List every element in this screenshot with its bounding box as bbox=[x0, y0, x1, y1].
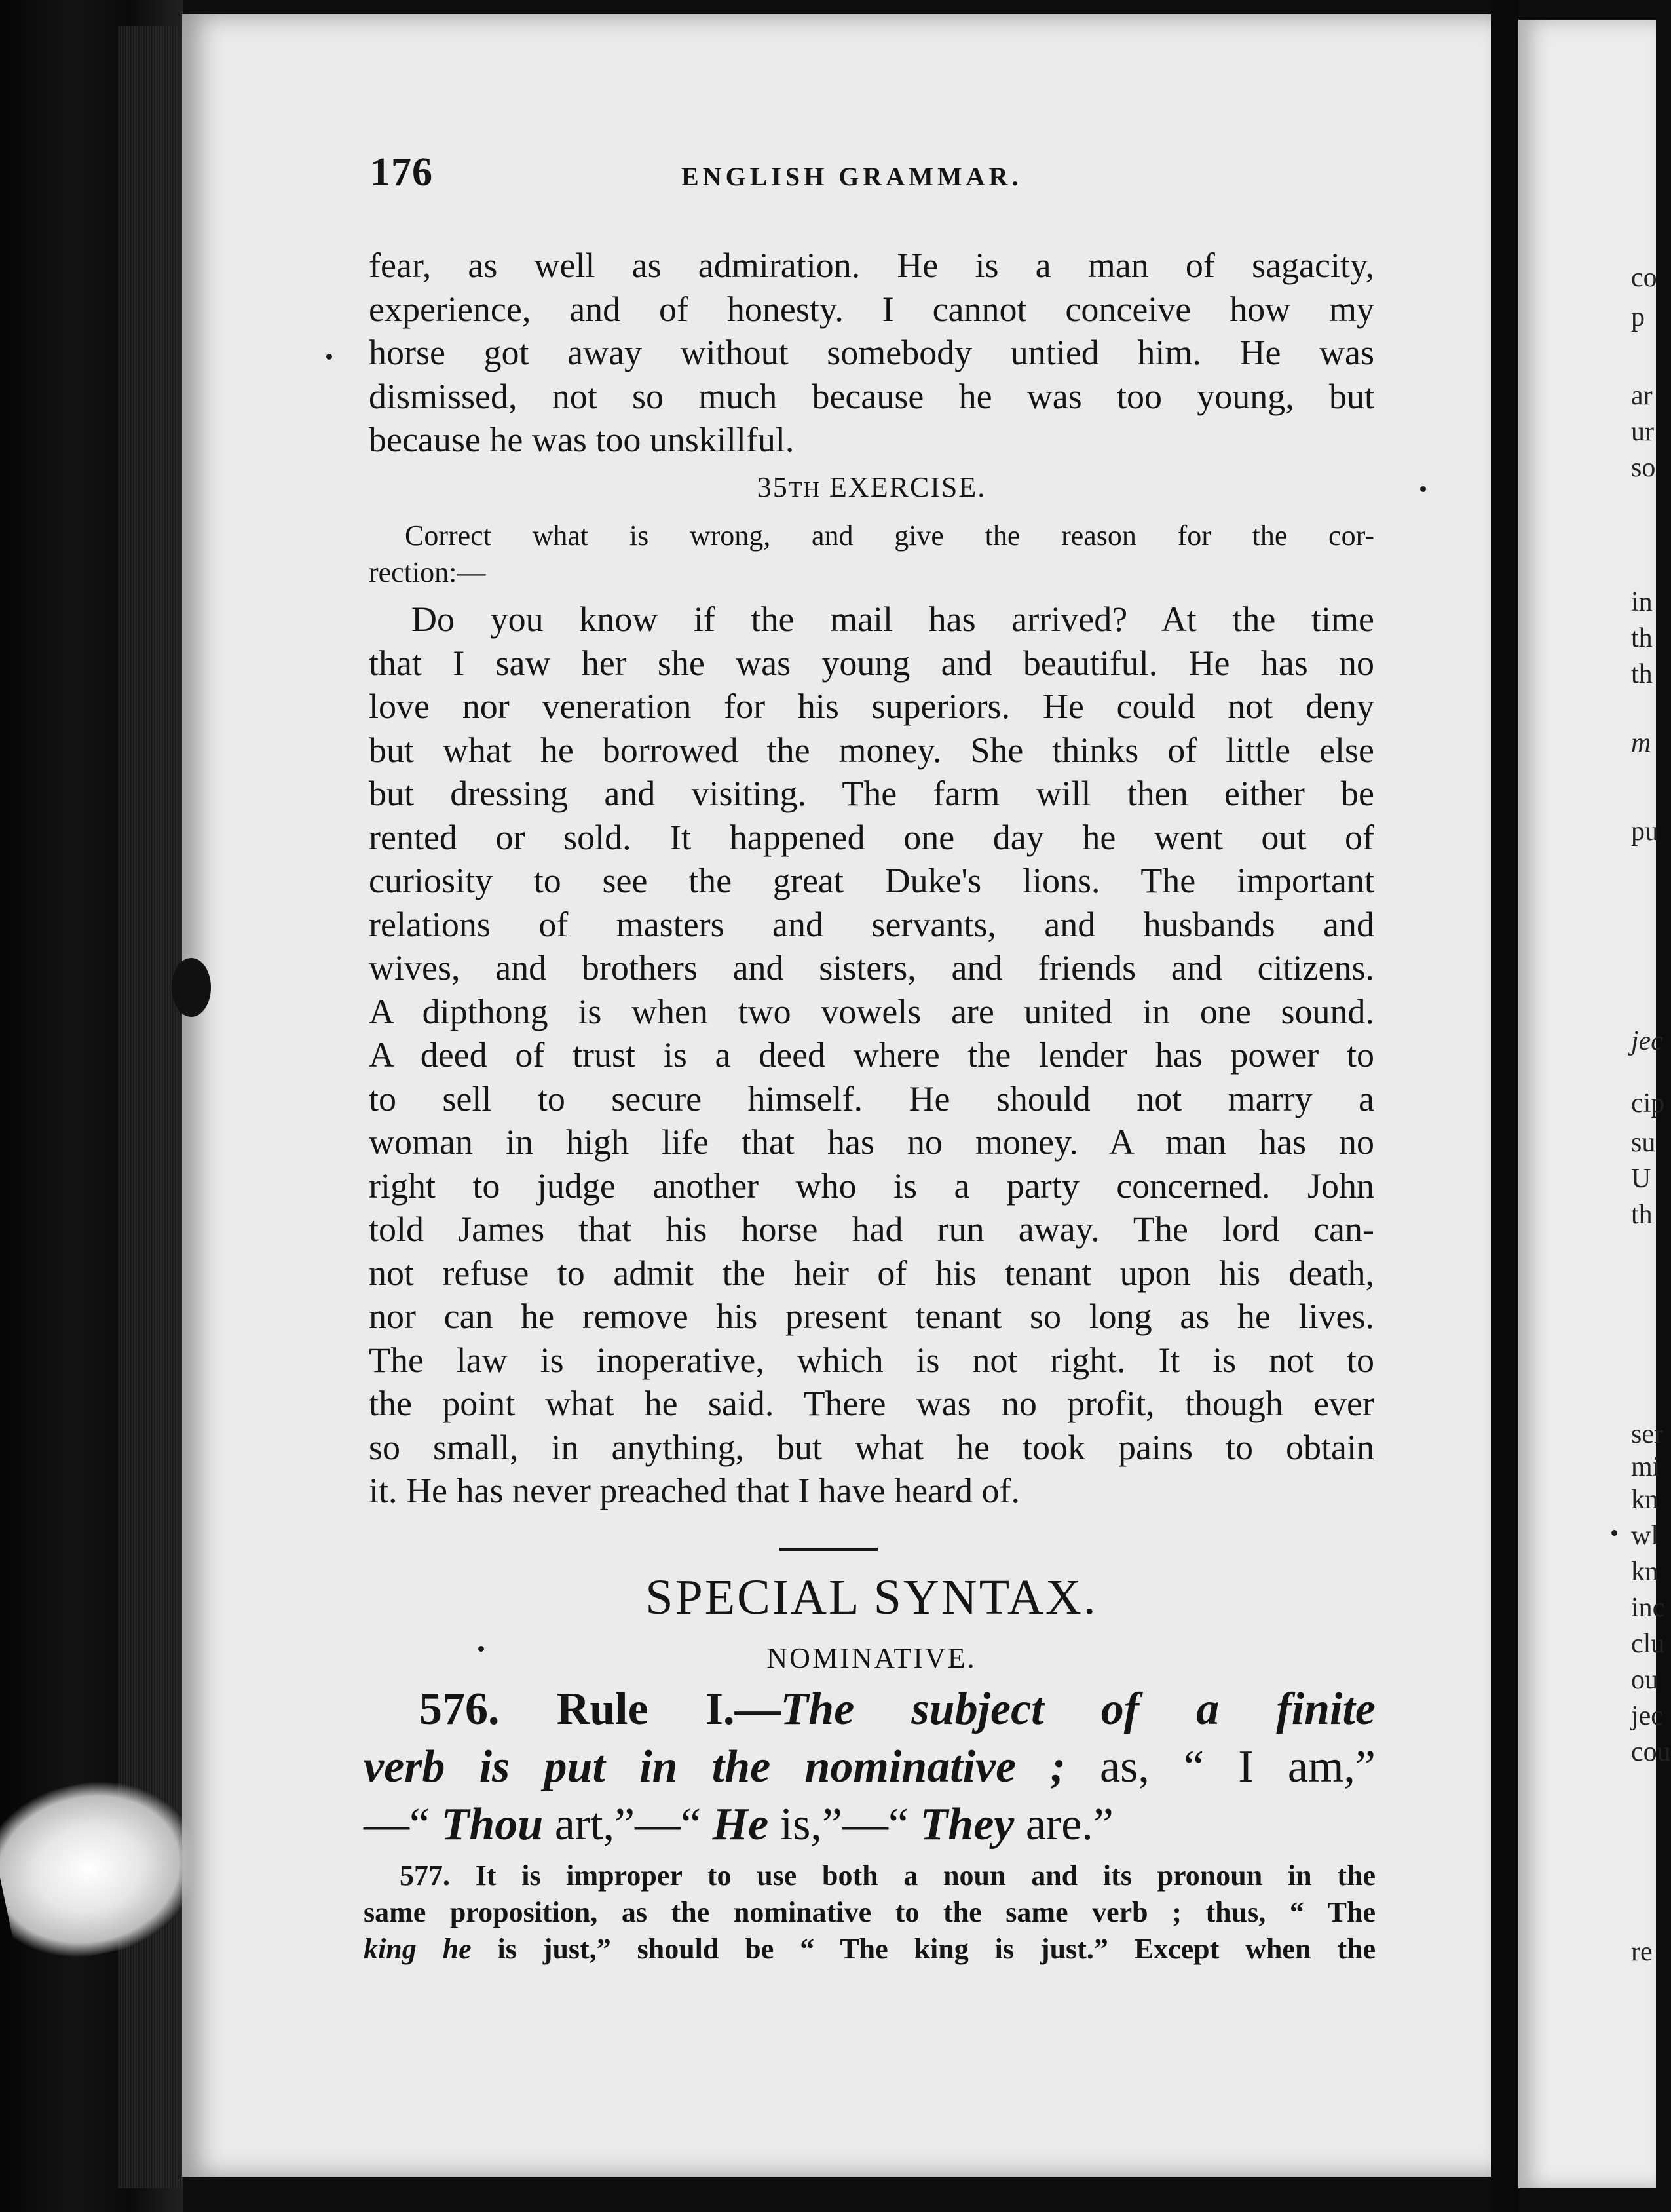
rule-example: —“ bbox=[364, 1799, 441, 1850]
facing-fragment: ar bbox=[1631, 381, 1653, 411]
text-line: A dipthong is when two vowels are united in one sound. bbox=[369, 991, 1374, 1031]
facing-fragment: jec bbox=[1631, 1701, 1663, 1731]
note-line: same proposition, as the nominative to the same verb ; thus, “ The bbox=[364, 1896, 1376, 1928]
facing-fragment: kn bbox=[1631, 1485, 1659, 1515]
exercise-instruction bbox=[369, 518, 1374, 591]
text-line: The law is inoperative, which is not right. It is not to bbox=[369, 1340, 1374, 1380]
exercise-number: 35 bbox=[757, 471, 789, 503]
rule-example: are.” bbox=[1014, 1799, 1114, 1850]
text-line: wives, and brothers and sisters, and friends and citizens. bbox=[369, 948, 1374, 987]
subsection-title: NOMINATIVE. bbox=[766, 1642, 977, 1674]
text-line: so small, in anything, but what he took pains to obtain bbox=[369, 1427, 1374, 1467]
instruction-line: rection:— bbox=[369, 556, 486, 588]
text-line: A deed of trust is a deed where the lender has power to bbox=[369, 1035, 1374, 1075]
speck bbox=[1420, 486, 1426, 492]
text-line: relations of masters and servants, and husbands and bbox=[369, 904, 1374, 944]
rule-example: is,”—“ bbox=[768, 1799, 920, 1850]
text-line: because he was too unskillful. bbox=[369, 420, 795, 459]
note-example: king he bbox=[364, 1933, 472, 1965]
text-line: love nor veneration for his superiors. He could not deny bbox=[369, 687, 1374, 726]
exercise-heading bbox=[369, 470, 1374, 504]
note-paragraph bbox=[364, 1858, 1376, 1968]
note-line bbox=[364, 1931, 1376, 1968]
running-title: ENGLISH GRAMMAR. bbox=[681, 162, 1023, 191]
text-line: right to judge another who is a party concerned. John bbox=[369, 1166, 1374, 1206]
facing-fragment: p bbox=[1631, 302, 1645, 332]
text-line: woman in high life that has no money. A man has no bbox=[369, 1122, 1374, 1162]
facing-fragment: re bbox=[1631, 1937, 1653, 1967]
exercise-paragraph bbox=[369, 598, 1374, 1513]
text-line: nor can he remove his present tenant so long as he lives. bbox=[369, 1297, 1374, 1336]
rule-example: as, “ I am,” bbox=[1065, 1742, 1376, 1792]
section-title: SPECIAL SYNTAX. bbox=[645, 1570, 1098, 1625]
note-line: 577. It is improper to use both a noun and its pronoun in the bbox=[400, 1859, 1376, 1892]
facing-fragment: inc bbox=[1631, 1593, 1665, 1623]
facing-fragment: co bbox=[1631, 263, 1657, 293]
text-line: experience, and of honesty. I cannot conceive how my bbox=[369, 289, 1374, 329]
facing-fragment: m bbox=[1631, 728, 1651, 758]
rule-example-pronoun: He bbox=[712, 1799, 769, 1850]
text-line: curiosity to see the great Duke's lions. The important bbox=[369, 861, 1374, 900]
facing-fragment: kn bbox=[1631, 1557, 1659, 1587]
rule-example-pronoun: Thou bbox=[441, 1799, 544, 1850]
continued-paragraph bbox=[369, 244, 1374, 462]
rule-text: verb is put in the nominative ; bbox=[364, 1742, 1066, 1792]
gutter bbox=[1491, 0, 1518, 2212]
rule-line bbox=[364, 1796, 1376, 1854]
text-line: horse got away without somebody untied him. He was bbox=[369, 333, 1374, 372]
facing-fragment: jec bbox=[1631, 1026, 1663, 1056]
speck bbox=[1611, 1530, 1617, 1536]
facing-fragment: su bbox=[1631, 1128, 1656, 1158]
text-line: it. He has never preached that I have heard of. bbox=[369, 1471, 1021, 1510]
facing-fragment: th bbox=[1631, 1200, 1653, 1230]
text-line: told James that his horse had run away. The lord can- bbox=[369, 1210, 1374, 1249]
text-line: but what he borrowed the money. She thinks of little else bbox=[369, 730, 1374, 770]
rule-example: art,”—“ bbox=[543, 1799, 713, 1850]
text-line: but dressing and visiting. The farm will then either be bbox=[369, 774, 1374, 813]
text-line: dismissed, not so much because he was too young, but bbox=[369, 376, 1374, 416]
facing-fragment: mi bbox=[1631, 1452, 1661, 1482]
text-line: Do you know if the mail has arrived? At the time bbox=[411, 600, 1374, 639]
running-head bbox=[370, 149, 1372, 195]
exercise-suffix: TH bbox=[788, 478, 821, 502]
facing-fragment: cou bbox=[1631, 1737, 1671, 1767]
rule-example-pronoun: They bbox=[920, 1799, 1015, 1850]
facing-fragment: th bbox=[1631, 623, 1653, 653]
facing-fragment: clu bbox=[1631, 1629, 1665, 1659]
facing-fragment: so bbox=[1631, 453, 1656, 483]
page-number: 176 bbox=[370, 150, 433, 195]
text-line: not refuse to admit the heir of his tenant upon his death, bbox=[369, 1253, 1374, 1293]
facing-fragment: ser bbox=[1631, 1419, 1663, 1449]
text-line: to sell to secure himself. He should not marry a bbox=[369, 1078, 1374, 1118]
facing-fragment: cip bbox=[1631, 1088, 1665, 1118]
note-text: is just,” should be “ The king is just.” Except when the bbox=[471, 1933, 1376, 1965]
text-line: the point what he said. There was no profit, though ever bbox=[369, 1384, 1374, 1423]
section-divider bbox=[779, 1548, 878, 1551]
rule-label: Rule I.— bbox=[556, 1684, 781, 1734]
rule-statement bbox=[364, 1681, 1376, 1854]
text-line: fear, as well as admiration. He is a man of sagacity, bbox=[369, 246, 1374, 285]
rule-number: 576. bbox=[419, 1684, 500, 1734]
rule-line bbox=[364, 1738, 1376, 1796]
speck bbox=[326, 354, 332, 360]
facing-fragment: wl bbox=[1631, 1521, 1659, 1551]
ink-blot bbox=[172, 958, 211, 1017]
text-line: rented or sold. It happened one day he went out of bbox=[369, 817, 1374, 857]
facing-fragment: in bbox=[1631, 587, 1653, 617]
facing-fragment: th bbox=[1631, 659, 1653, 689]
rule-line bbox=[364, 1681, 1376, 1738]
facing-fragment: U bbox=[1631, 1164, 1651, 1194]
facing-fragment: ur bbox=[1631, 417, 1654, 447]
text-line: that I saw her she was young and beautiful. He has no bbox=[369, 643, 1374, 683]
instruction-line: Correct what is wrong, and give the reason for the cor- bbox=[405, 520, 1374, 552]
facing-fragment: pu bbox=[1631, 816, 1659, 847]
facing-fragment: ou bbox=[1631, 1665, 1659, 1695]
exercise-label: EXERCISE. bbox=[829, 471, 986, 503]
rule-text: The subject of a finite bbox=[780, 1684, 1376, 1734]
